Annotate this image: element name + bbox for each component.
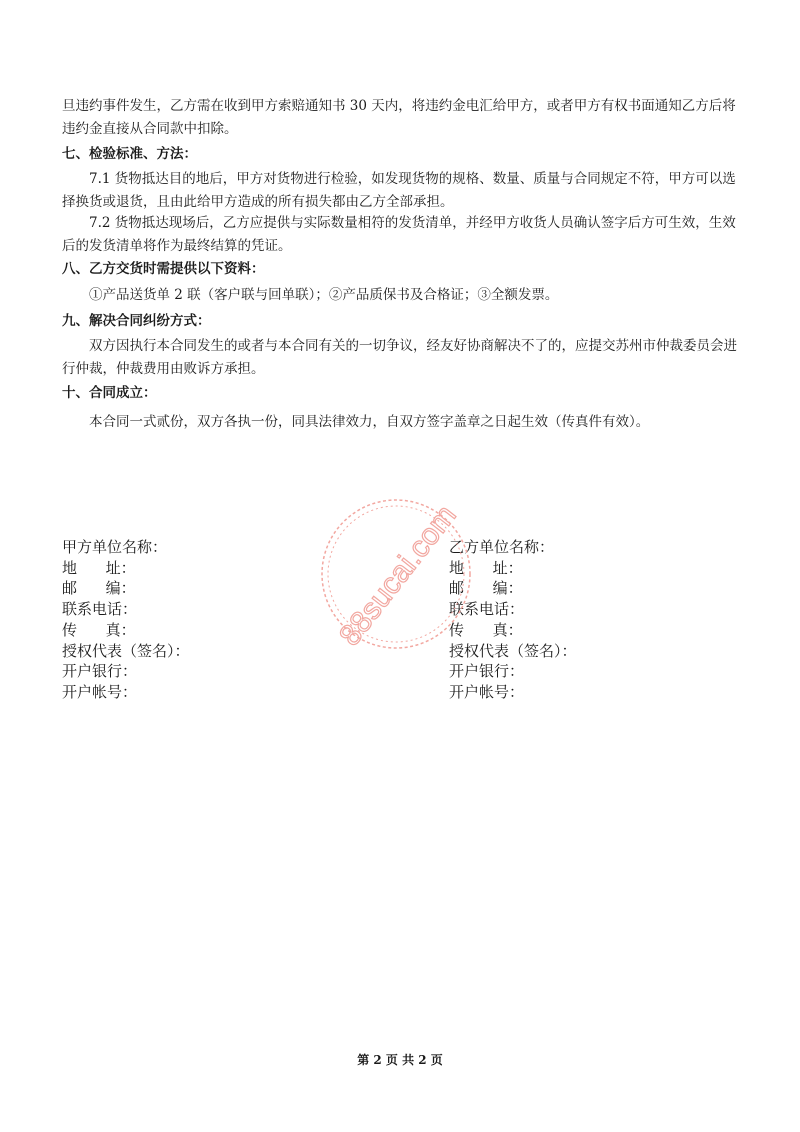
section-7-heading: 七、检验标准、方法：: [62, 146, 197, 162]
party-b-unit-name-label: 乙方单位名称：: [449, 538, 555, 556]
watermark-stamp: [318, 496, 474, 652]
penalty-paragraph: 旦违约事件发生，乙方需在收到甲方索赔通知书 30 天内，将违约金电汇给甲方，或者甲方有权书面通知乙方后将违约金直接从合同款中扣除。: [62, 98, 736, 137]
section-8-heading: 八、乙方交货时需提供以下资料：: [62, 261, 265, 277]
party-b-representative-label: 授权代表（签名）：: [449, 641, 577, 660]
party-b-address-label: 地 址：: [449, 558, 523, 577]
section-9-heading: 九、解决合同纠纷方式：: [62, 313, 211, 329]
watermark-text: 88sucai.com: [333, 499, 463, 652]
page-number-footer: 第 2 页 共 2 页: [357, 1053, 443, 1067]
party-a-bank-label: 开户银行：: [62, 662, 138, 681]
party-b-account-label: 开户帐号：: [449, 682, 525, 701]
clause-10: 本合同一式贰份，双方各执一份，同具法律效力，自双方签字盖章之日起生效（传真件有效）。: [89, 414, 650, 430]
party-b-postcode-label: 邮 编：: [449, 579, 523, 598]
clause-8: ①产品送货单 2 联（客户联与回单联）；②产品质保书及合格证；③全额发票。: [89, 287, 559, 303]
party-a-fax-label: 传 真：: [62, 620, 136, 639]
party-b-phone-label: 联系电话：: [449, 600, 525, 619]
party-b-fax-label: 传 真：: [449, 620, 523, 639]
clause-9: 双方因执行本合同发生的或者与本合同有关的一切争议，经友好协商解决不了的，应提交苏州市仲裁委员会进行仲裁，仲裁费用由败诉方承担。: [62, 338, 737, 377]
party-b-bank-label: 开户银行：: [449, 662, 525, 681]
party-a-address-label: 地 址：: [62, 558, 136, 577]
party-a-unit-name-label: 甲方单位名称：: [62, 538, 168, 556]
clause-7-2: 7.2 货物抵达现场后，乙方应提供与实际数量相符的发货清单，并经甲方收货人员确认签字后方可生效，生效后的发货清单将作为最终结算的凭证。: [62, 215, 736, 254]
party-a-representative-label: 授权代表（签名）：: [62, 641, 190, 660]
party-a-signature-block: [62, 537, 190, 703]
clause-7-1: 7.1 货物抵达目的地后，甲方对货物进行检验，如发现货物的规格、数量、质量与合同规定不符，甲方可以选择换货或退货，且由此给甲方造成的所有损失都由乙方全部承担。: [62, 171, 736, 210]
party-a-account-label: 开户帐号：: [62, 682, 138, 701]
party-a-phone-label: 联系电话：: [62, 600, 138, 619]
party-a-postcode-label: 邮 编：: [62, 579, 136, 598]
section-10-heading: 十、合同成立：: [62, 385, 157, 401]
